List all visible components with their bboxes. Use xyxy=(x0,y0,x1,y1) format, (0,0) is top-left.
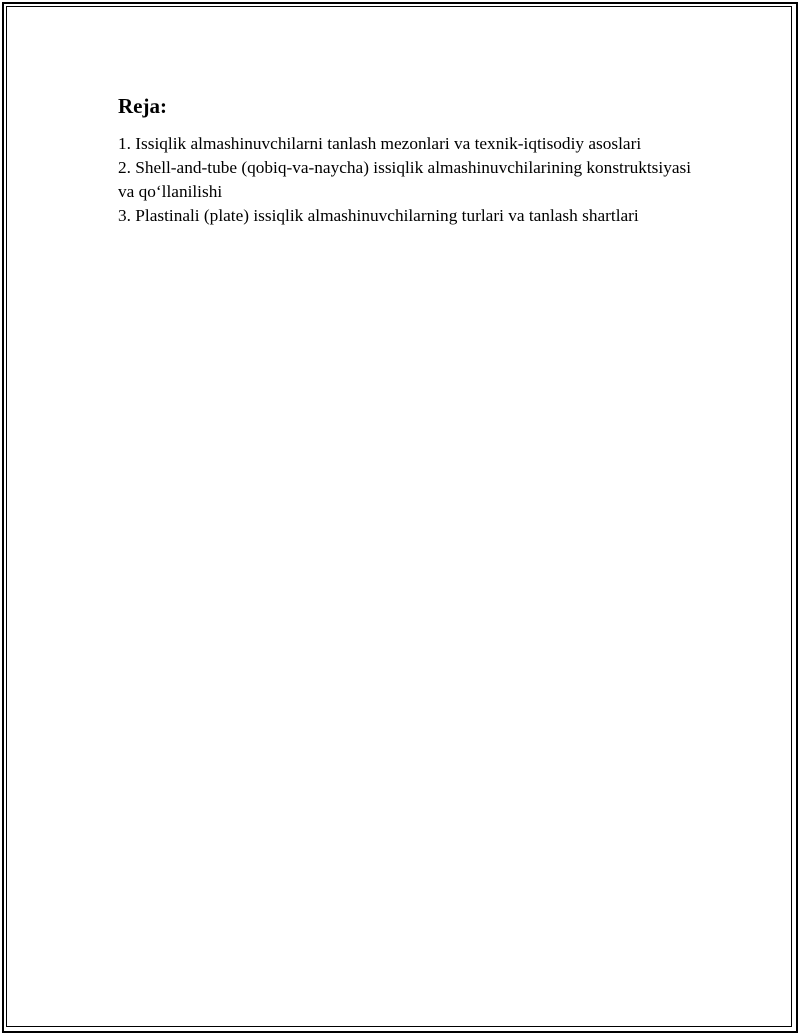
plan-item-1: 1. Issiqlik almashinuvchilarni tanlash mezonlari va texnik-iqtisodiy asoslari xyxy=(118,134,642,153)
plan-list xyxy=(118,132,708,228)
document-content xyxy=(118,92,708,228)
plan-item-3: 3. Plastinali (plate) issiqlik almashinuvchilarning turlari va tanlash shartlari xyxy=(118,206,639,225)
plan-heading: Reja: xyxy=(118,94,167,118)
plan-item-2: 2. Shell-and-tube (qobiq-va-naycha) issiqlik almashinuvchilarining konstruktsiyasi va qo‘llanilishi xyxy=(118,158,692,201)
